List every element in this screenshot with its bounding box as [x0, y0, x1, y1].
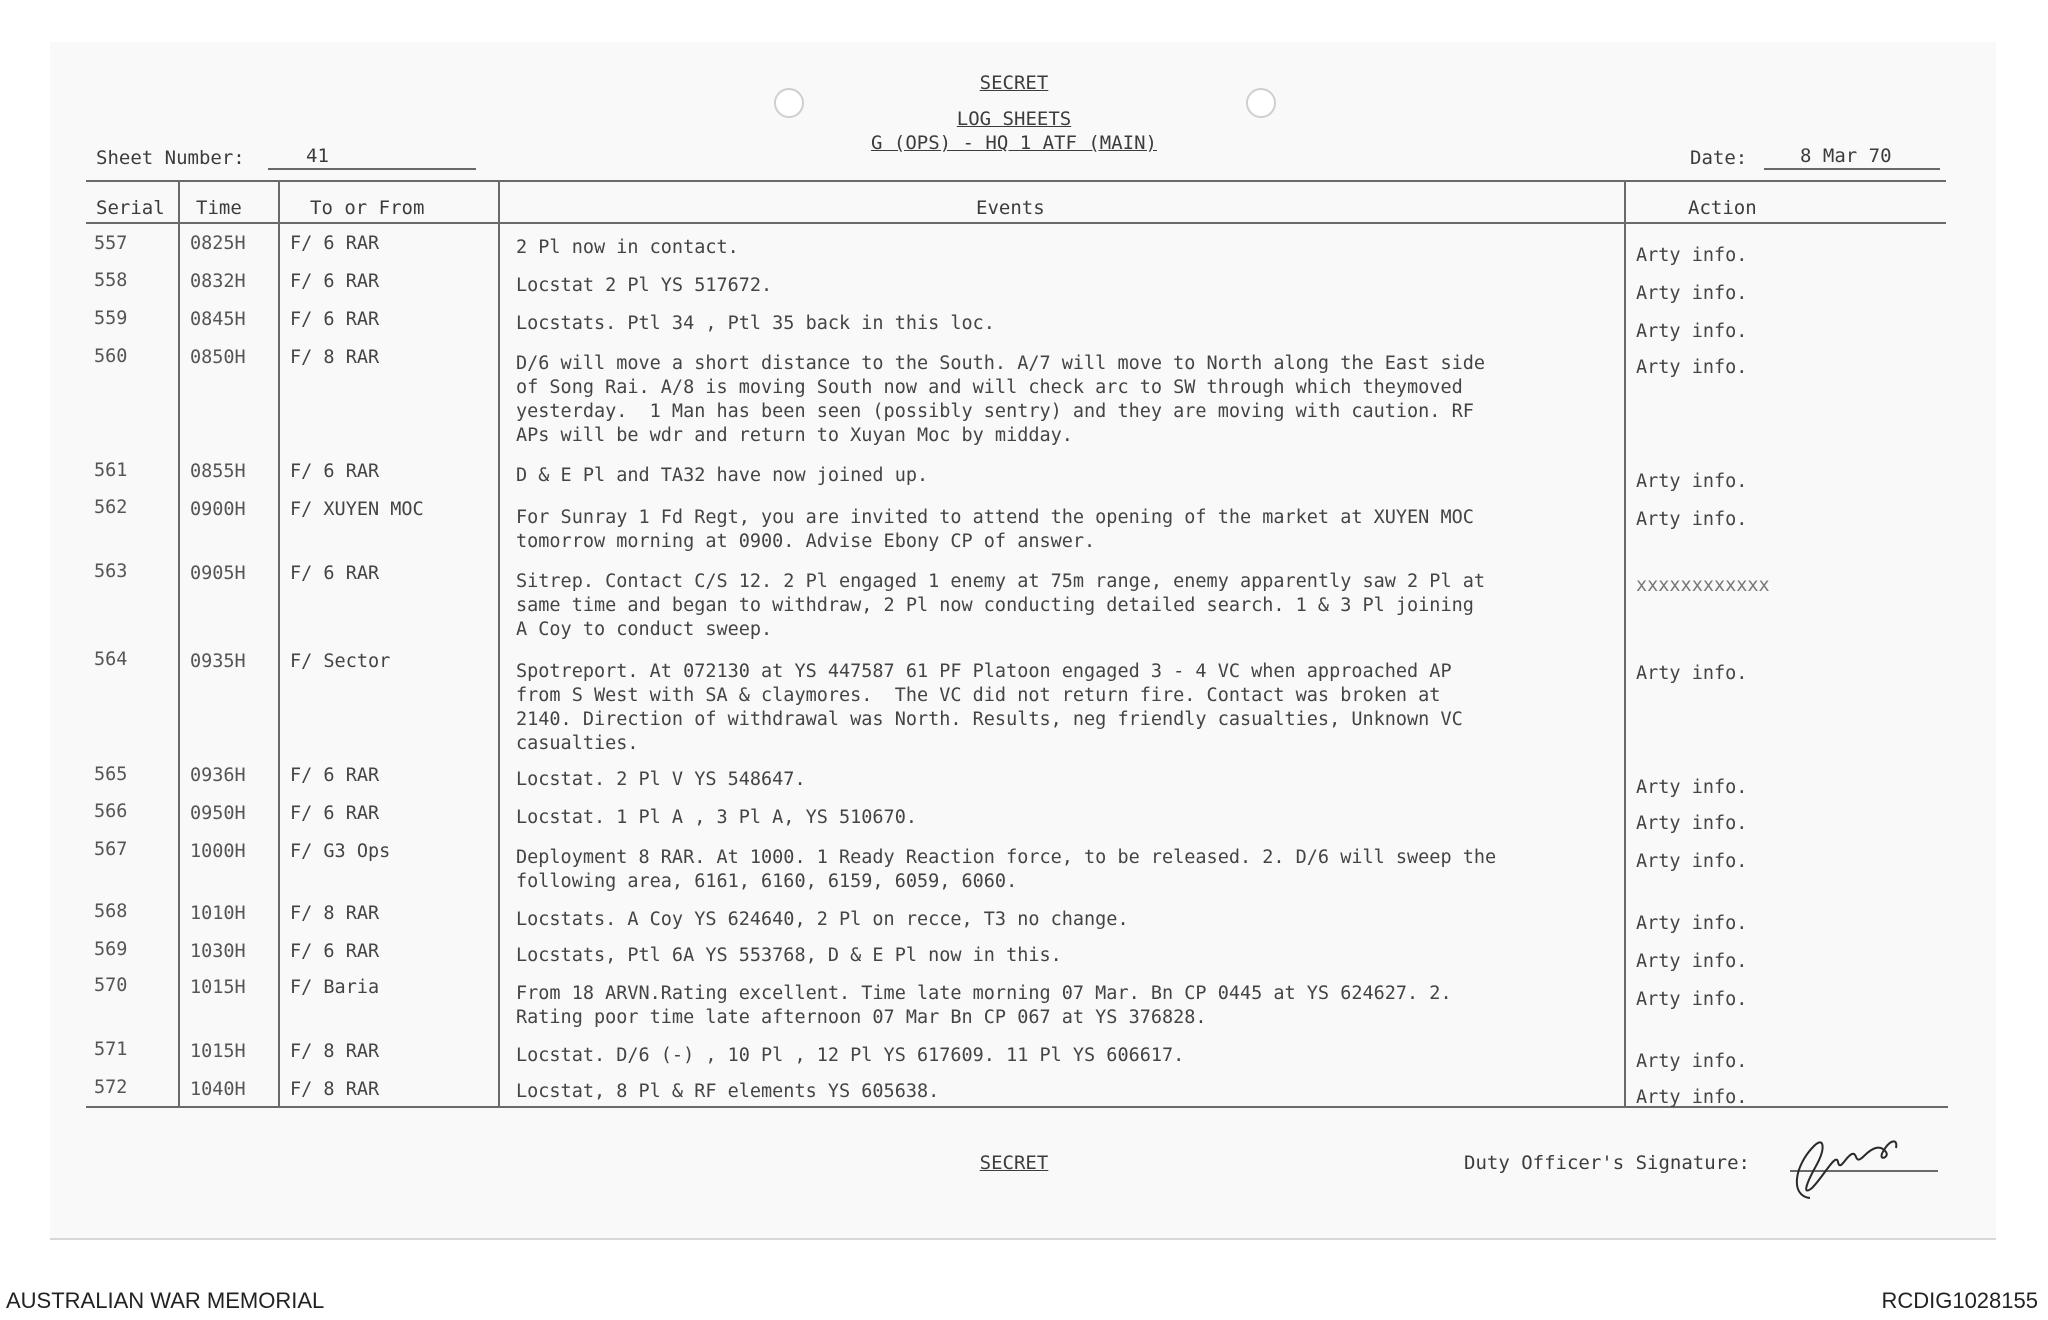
- row-to-or-from: F/ 6 RAR: [290, 941, 380, 962]
- row-time: 1000H: [190, 841, 246, 862]
- row-events: Spotreport. At 072130 at YS 447587 61 PF Platoon engaged 3 - 4 VC when approached AP from S West with SA & claymores. The VC did not return fire. Contact was broken at 2140. Direction of withdrawal was North. Results, neg friendly casualties, Unknown VC casualties.: [516, 661, 1463, 754]
- column-divider-3: [498, 182, 500, 1106]
- row-serial: 567: [94, 839, 128, 860]
- row-time: 0845H: [190, 309, 246, 330]
- row-events: Locstat 2 Pl YS 517672.: [516, 275, 773, 296]
- row-events: Locstat. 1 Pl A , 3 Pl A, YS 510670.: [516, 807, 917, 828]
- row-action: Arty info.: [1636, 245, 1748, 266]
- row-events: Sitrep. Contact C/S 12. 2 Pl engaged 1 enemy at 75m range, enemy apparently saw 2 Pl at same time and began to withdraw, 2 Pl now conducting detailed search. 1 & 3 Pl joining A Coy to conduct sweep.: [516, 571, 1486, 640]
- row-time: 0855H: [190, 461, 246, 482]
- row-serial: 568: [94, 901, 128, 922]
- column-divider-4: [1624, 182, 1626, 1106]
- date-underline: [1764, 168, 1940, 170]
- row-serial: 558: [94, 270, 128, 291]
- row-serial: 559: [94, 308, 128, 329]
- row-action: Arty info.: [1636, 283, 1748, 304]
- signature-handwriting: [1780, 1126, 1910, 1206]
- row-to-or-from: F/ 6 RAR: [290, 563, 380, 584]
- row-serial: 562: [94, 497, 128, 518]
- row-time: 0825H: [190, 233, 246, 254]
- classification-bottom: SECRET: [979, 1152, 1049, 1174]
- row-time: 0900H: [190, 499, 246, 520]
- date-value: 8 Mar 70: [1800, 145, 1892, 167]
- column-header-events: Events: [976, 197, 1045, 219]
- row-to-or-from: F/ 6 RAR: [290, 309, 380, 330]
- row-events: Locstat. D/6 (-) , 10 Pl , 12 Pl YS 617609. 11 Pl YS 606617.: [516, 1045, 1185, 1066]
- row-time: 0832H: [190, 271, 246, 292]
- column-header-serial: Serial: [96, 197, 165, 219]
- row-events: D/6 will move a short distance to the South. A/7 will move to North along the East side of Song Rai. A/8 is moving South now and will check arc to SW through which theymoved yesterday. 1 Man has been seen (possibly sentry) and they are moving with caution. RF APs will be wdr and return to Xuyan Moc by midday.: [516, 353, 1486, 446]
- row-action: Arty info.: [1636, 813, 1748, 834]
- row-to-or-from: F/ 6 RAR: [290, 461, 380, 482]
- row-to-or-from: F/ G3 Ops: [290, 841, 391, 862]
- row-time: 1040H: [190, 1079, 246, 1100]
- row-serial: 561: [94, 460, 128, 481]
- column-divider-1: [178, 182, 180, 1106]
- sheet-number-label: Sheet Number:: [96, 147, 245, 169]
- row-events: 2 Pl now in contact.: [516, 237, 739, 258]
- row-serial: 563: [94, 561, 128, 582]
- row-action: Arty info.: [1636, 321, 1748, 342]
- row-action: Arty info.: [1636, 913, 1748, 934]
- row-events: From 18 ARVN.Rating excellent. Time late morning 07 Mar. Bn CP 0445 at YS 624627. 2. Rating poor time late afternoon 07 Mar Bn CP 067 at YS 376828.: [516, 983, 1452, 1028]
- row-events: Locstats. A Coy YS 624640, 2 Pl on recce, T3 no change.: [516, 909, 1129, 930]
- row-serial: 571: [94, 1039, 128, 1060]
- punch-hole-right: [1246, 88, 1276, 118]
- row-time: 1015H: [190, 1041, 246, 1062]
- row-to-or-from: F/ 6 RAR: [290, 233, 380, 254]
- row-to-or-from: F/ 6 RAR: [290, 271, 380, 292]
- row-to-or-from: F/ 8 RAR: [290, 1041, 380, 1062]
- column-header-action: Action: [1688, 197, 1757, 219]
- row-action: Arty info.: [1636, 951, 1748, 972]
- row-serial: 557: [94, 233, 128, 254]
- signature-label: Duty Officer's Signature:: [1464, 1152, 1750, 1174]
- row-events: D & E Pl and TA32 have now joined up.: [516, 465, 929, 486]
- row-to-or-from: F/ XUYEN MOC: [290, 499, 424, 520]
- archive-reference: RCDIG1028155: [1881, 1288, 2038, 1313]
- row-time: 0935H: [190, 651, 246, 672]
- row-serial: 564: [94, 649, 128, 670]
- sheet-number-underline: [268, 168, 476, 170]
- row-action: Arty info.: [1636, 509, 1748, 530]
- row-serial: 569: [94, 939, 128, 960]
- column-divider-2: [278, 182, 280, 1106]
- row-action: Arty info.: [1636, 777, 1748, 798]
- table-top-rule: [86, 180, 1946, 182]
- document-title: LOG SHEETS: [956, 108, 1072, 130]
- row-events: Deployment 8 RAR. At 1000. 1 Ready Reaction force, to be released. 2. D/6 will sweep the following area, 6161, 6160, 6159, 6059, 6060.: [516, 847, 1497, 892]
- row-serial: 570: [94, 975, 128, 996]
- row-time: 0850H: [190, 347, 246, 368]
- row-action: Arty info.: [1636, 989, 1748, 1010]
- row-time: 0936H: [190, 765, 246, 786]
- row-time: 1030H: [190, 941, 246, 962]
- row-action: Arty info.: [1636, 471, 1748, 492]
- row-time: 1010H: [190, 903, 246, 924]
- table-header-rule: [86, 222, 1946, 224]
- row-to-or-from: F/ Sector: [290, 651, 391, 672]
- row-to-or-from: F/ 8 RAR: [290, 347, 380, 368]
- row-events: Locstat. 2 Pl V YS 548647.: [516, 769, 806, 790]
- row-serial: 560: [94, 346, 128, 367]
- row-time: 1015H: [190, 977, 246, 998]
- row-serial: 572: [94, 1077, 128, 1098]
- row-to-or-from: F/ Baria: [290, 977, 380, 998]
- row-events: Locstats, Ptl 6A YS 553768, D & E Pl now in this.: [516, 945, 1062, 966]
- row-to-or-from: F/ 8 RAR: [290, 903, 380, 924]
- row-action: Arty info.: [1636, 1087, 1748, 1108]
- row-to-or-from: F/ 6 RAR: [290, 803, 380, 824]
- date-label: Date:: [1690, 147, 1748, 169]
- row-to-or-from: F/ 6 RAR: [290, 765, 380, 786]
- column-header-to-or-from: To or From: [310, 197, 425, 219]
- column-header-time: Time: [196, 197, 242, 219]
- sheet-number-value: 41: [306, 145, 329, 167]
- row-serial: 566: [94, 801, 128, 822]
- row-action: Arty info.: [1636, 851, 1748, 872]
- punch-hole-left: [774, 88, 804, 118]
- document-subtitle: G (OPS) - HQ 1 ATF (MAIN): [871, 132, 1157, 154]
- row-action: Arty info.: [1636, 1051, 1748, 1072]
- row-time: 0950H: [190, 803, 246, 824]
- archive-name: AUSTRALIAN WAR MEMORIAL: [6, 1288, 325, 1313]
- row-action: xxxxxxxxxxxx: [1636, 575, 1770, 596]
- classification-top: SECRET: [979, 72, 1049, 94]
- row-events: Locstat, 8 Pl & RF elements YS 605638.: [516, 1081, 940, 1102]
- row-events: For Sunray 1 Fd Regt, you are invited to attend the opening of the market at XUYEN MOC tomorrow morning at 0900. Advise Ebony CP of answer.: [516, 507, 1474, 552]
- row-action: Arty info.: [1636, 357, 1748, 378]
- row-action: Arty info.: [1636, 663, 1748, 684]
- row-to-or-from: F/ 8 RAR: [290, 1079, 380, 1100]
- row-time: 0905H: [190, 563, 246, 584]
- row-events: Locstats. Ptl 34 , Ptl 35 back in this loc.: [516, 313, 995, 334]
- row-serial: 565: [94, 764, 128, 785]
